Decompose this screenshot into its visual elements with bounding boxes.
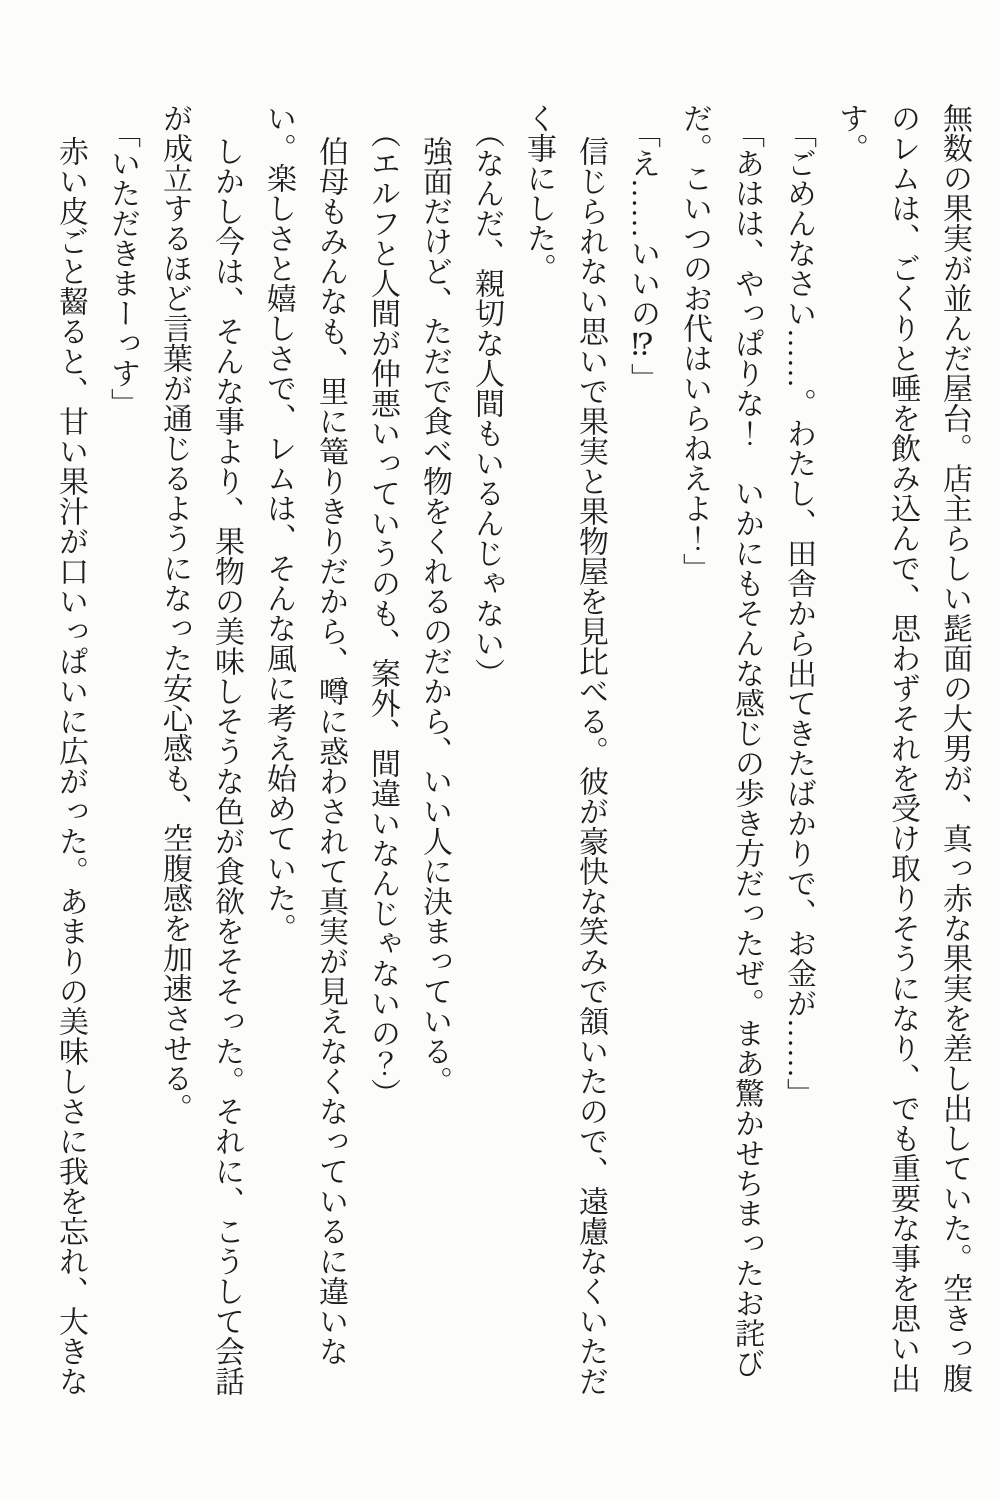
text-line: い。楽しさと嬉しさで、レムは、そんな風に考え始めていた。 <box>262 103 295 943</box>
text-line: 無数の果実が並んだ屋台。店主らしい髭面の大男が、真っ赤な果実を差し出していた。空きっ腹 <box>938 103 971 1393</box>
text-line-dialogue: 「あはは、やっぱりな！ いかにもそんな感じの歩き方だったぜ。まあ驚かせちまったお詫び <box>730 118 763 1378</box>
text-line: のレムは、ごくりと唾を飲み込んで、思わずそれを受け取りそうになり、でも重要な事を思い出 <box>886 103 919 1393</box>
text-line-dialogue: 「いただきまーっす」 <box>106 118 139 418</box>
text-line-dialogue: 「え……いいの⁉」 <box>626 118 659 393</box>
text-line: が成立するほど言葉が通じるようになった安心感も、空腹感を加速させる。 <box>158 103 191 1123</box>
text-line: く事にした。 <box>522 103 555 283</box>
text-line: す。 <box>834 103 867 163</box>
text-line: 赤い皮ごと齧ると、甘い果汁が口いっぱいに広がった。あまりの美味しさに我を忘れ、大きな <box>54 136 87 1396</box>
text-line-thought: （なんだ、親切な人間もいるんじゃない） <box>470 118 503 688</box>
vertical-text-block <box>44 103 980 1423</box>
text-line: 強面だけど、ただで食べ物をくれるのだから、いい人に決まっている。 <box>418 136 451 1096</box>
text-line: 伯母もみんなも、里に篭りきりだから、噂に惑わされて真実が見えなくなっているに違いな <box>314 136 347 1366</box>
text-line: 信じられない思いで果実と果物屋を見比べる。彼が豪快な笑みで頷いたので、遠慮なくいただ <box>574 136 607 1396</box>
text-line-thought: （エルフと人間が仲悪いっていうのも、案外、間違いなんじゃないの？） <box>366 118 399 1108</box>
text-line-dialogue: だ。こいつのお代はいらねえよ！」 <box>678 103 711 583</box>
text-line: しかし今は、そんな事より、果物の美味しそうな色が食欲をそそった。それに、こうして会話 <box>210 136 243 1396</box>
text-line-dialogue: 「ごめんなさい……。わたし、田舎から出てきたばかりで、お金が……」 <box>782 118 815 1108</box>
